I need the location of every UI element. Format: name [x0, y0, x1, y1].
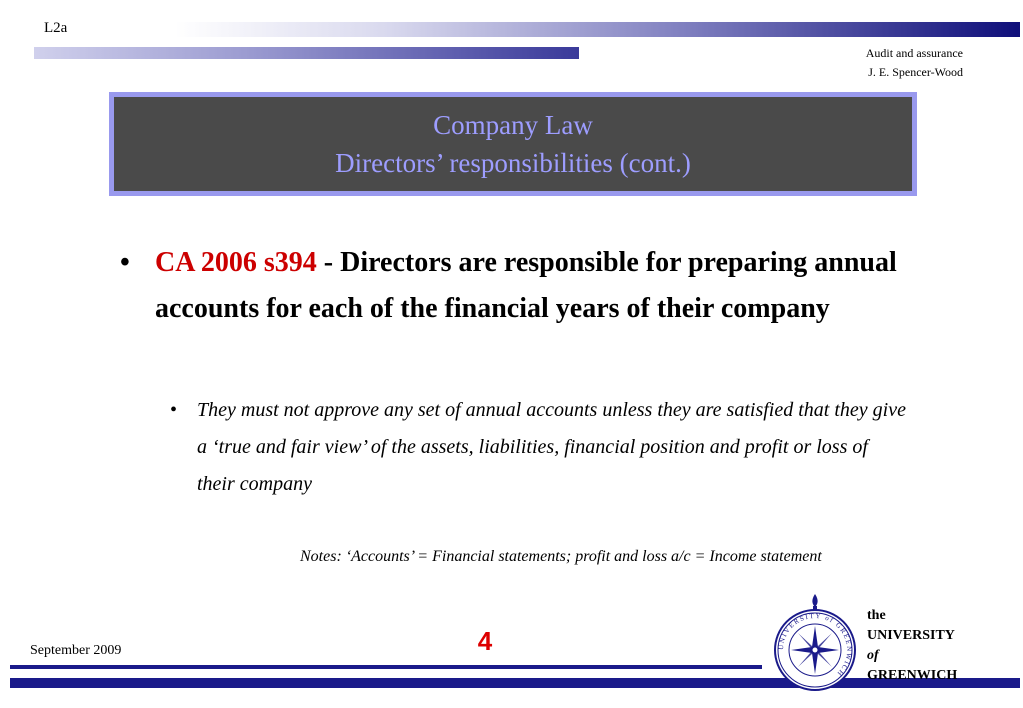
university-name-university: UNIVERSITY	[867, 628, 955, 643]
course-info	[866, 44, 963, 82]
main-bullet-body: - Directors are responsible for preparing annual accounts for each of the financial years of their company	[155, 247, 897, 324]
notes-text: Notes: ‘Accounts’ = Financial statements; profit and loss a/c = Income statement	[300, 548, 822, 565]
main-bullet-text	[155, 240, 900, 332]
slide-title-box	[109, 92, 917, 196]
sub-bullet-point	[170, 392, 910, 503]
university-seal-logo	[773, 592, 857, 692]
university-name-greenwich: GREENWICH	[867, 668, 958, 683]
footer-date: September 2009	[30, 643, 122, 658]
slide-code: L2a	[44, 20, 68, 36]
slide-subtitle: Directors’ responsibilities (cont.)	[335, 148, 691, 178]
university-name	[867, 606, 957, 686]
header-gradient-bar	[175, 22, 1020, 37]
header-gradient-bar-left	[34, 47, 579, 59]
sub-bullet-marker: •	[170, 399, 178, 421]
main-bullet-point	[120, 240, 900, 332]
sub-bullet-text: They must not approve any set of annual accounts unless they are satisfied that they give a ‘true and fair view’ of the assets, liabilities, financial position and profit or loss of their company	[197, 399, 906, 495]
page-number: 4	[477, 626, 493, 656]
slide-title: Company Law	[433, 110, 593, 140]
compass-rose-icon	[773, 592, 857, 692]
university-name-the: the	[867, 608, 886, 623]
course-title: Audit and assurance	[865, 46, 963, 60]
footer-rule-thin	[10, 665, 762, 669]
legal-reference: CA 2006 s394	[155, 247, 317, 278]
bullet-marker: •	[120, 247, 130, 278]
university-name-of: of	[867, 648, 879, 663]
svg-text:UNIVERSITY of GREENWICH: UNIVERSITY of GREENWICH	[776, 611, 854, 679]
author-name: J. E. Spencer-Wood	[868, 65, 963, 79]
